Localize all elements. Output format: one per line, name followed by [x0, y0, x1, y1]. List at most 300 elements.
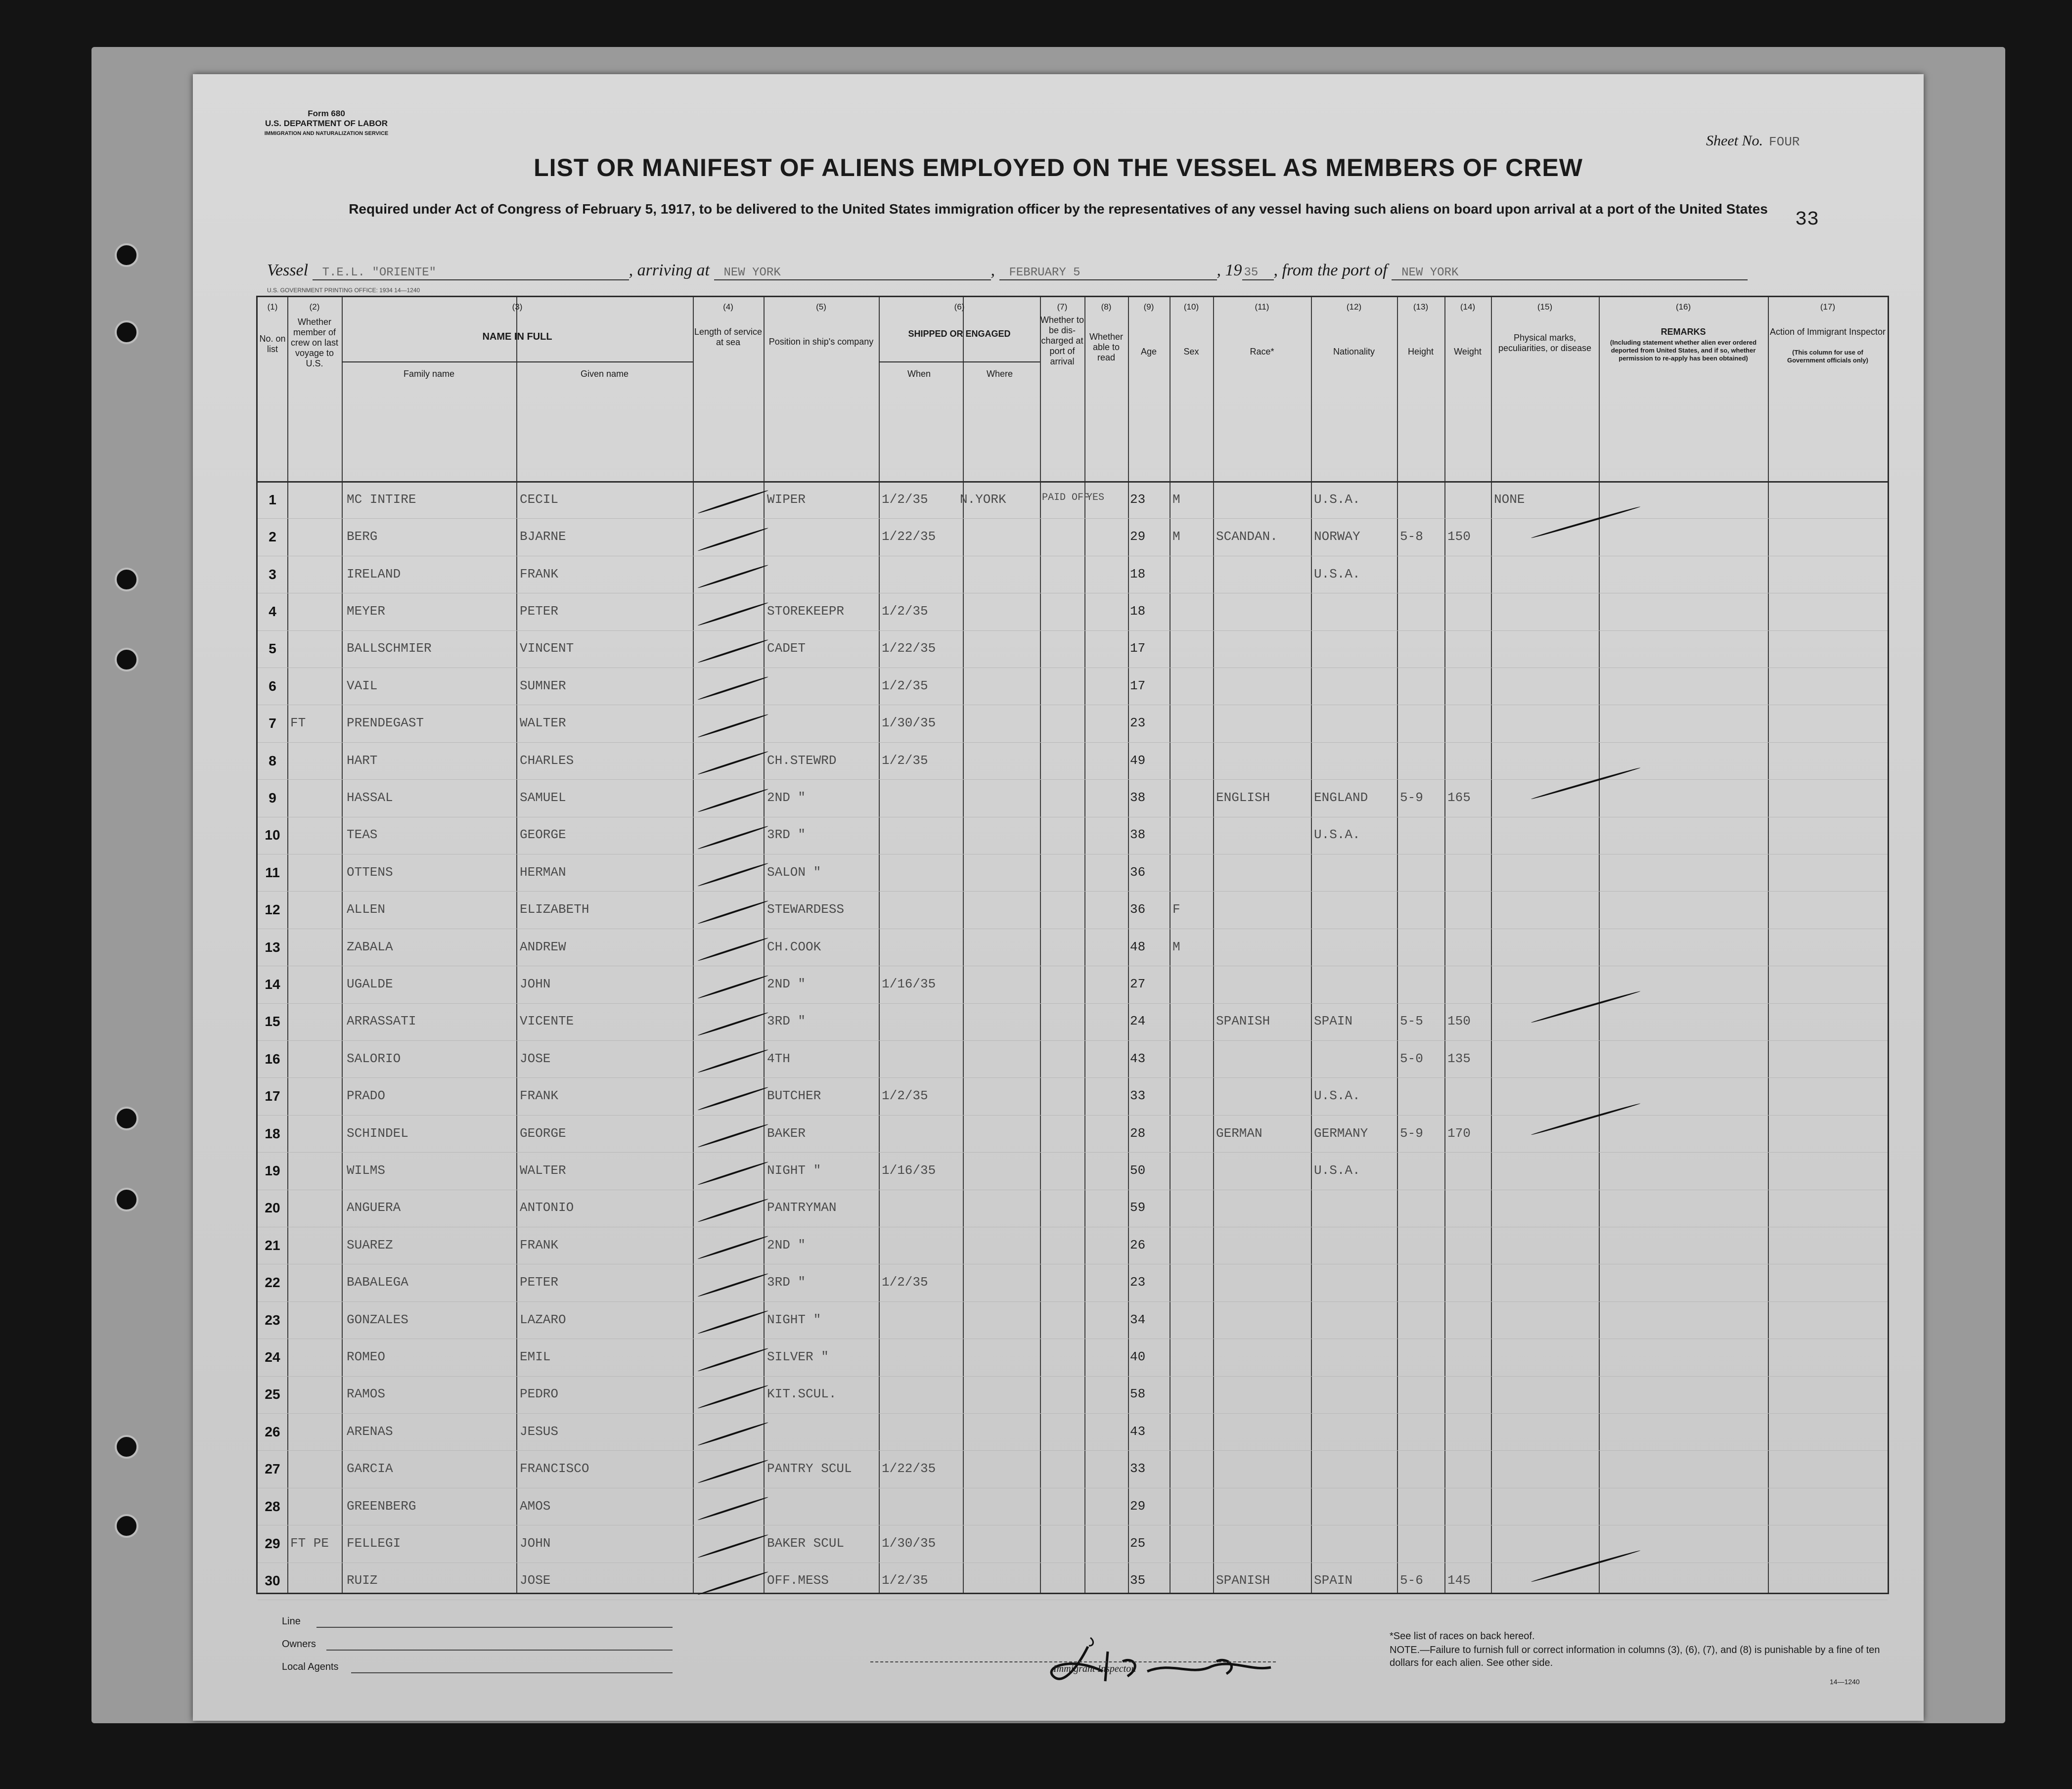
age-cell: 43 [1130, 1424, 1146, 1439]
col-number: (11) [1255, 302, 1269, 312]
service-tick-mark [697, 1385, 768, 1409]
service-tick-mark [697, 1571, 768, 1596]
position-cell: STOREKEEPR [767, 603, 845, 619]
col-number: (7) [1057, 302, 1068, 312]
row-number: 9 [269, 790, 276, 805]
service-tick-mark [697, 1459, 768, 1484]
col-number: (3) [512, 302, 523, 312]
row-divider [258, 891, 1888, 892]
given-name-cell: FRANK [520, 1237, 559, 1252]
age-cell: 58 [1130, 1386, 1146, 1402]
header-discharged: Whether to be dis-charged at port of arrival [1040, 315, 1084, 366]
header-action-detail: (This column for use of Government officials only) [1787, 349, 1868, 364]
service-tick-mark [697, 1347, 768, 1372]
age-cell: 29 [1130, 1498, 1146, 1514]
given-name-cell: CECIL [520, 492, 559, 507]
position-cell: WIPER [767, 492, 806, 507]
sheet-number: Sheet No. FOUR [1706, 133, 1800, 149]
family-name-cell: MEYER [347, 603, 386, 619]
position-cell: BUTCHER [767, 1088, 821, 1104]
given-name-cell: PETER [520, 1275, 559, 1290]
family-name-cell: MC INTIRE [347, 492, 416, 507]
given-name-cell: ELIZABETH [520, 902, 589, 917]
height-cell: 5-9 [1400, 1125, 1423, 1141]
owners-label: Owners [282, 1639, 316, 1650]
age-cell: 59 [1130, 1200, 1146, 1215]
age-cell: 25 [1130, 1535, 1146, 1551]
row-divider [258, 1040, 1888, 1041]
row-number: 5 [269, 641, 276, 657]
col-number: (5) [816, 302, 826, 312]
shipped-when-cell: 1/2/35 [882, 678, 928, 693]
shipped-where-cell: N.YORK [960, 492, 1006, 507]
age-cell: 18 [1130, 566, 1146, 581]
family-name-cell: WILMS [347, 1163, 386, 1178]
col-number: (8) [1101, 302, 1112, 312]
row-number: 10 [265, 827, 280, 843]
shipped-when-cell: 1/22/35 [882, 1461, 936, 1476]
given-name-cell: VINCENT [520, 641, 574, 656]
family-name-cell: PRADO [347, 1088, 386, 1104]
able-to-read-cell: YES [1086, 492, 1105, 503]
form-reference: 14—1240 [1830, 1678, 1860, 1686]
nationality-cell: U.S.A. [1314, 827, 1360, 843]
age-cell: 24 [1130, 1014, 1146, 1029]
given-name-cell: FRANK [520, 1088, 559, 1104]
header-position: Position in ship's company [768, 337, 874, 347]
row-number: 12 [265, 902, 280, 918]
given-name-cell: JESUS [520, 1424, 559, 1439]
row-number: 14 [265, 976, 280, 992]
service-tick-mark [697, 1310, 768, 1335]
age-cell: 34 [1130, 1312, 1146, 1327]
position-cell: KIT.SCUL. [767, 1386, 837, 1402]
given-name-cell: JOHN [520, 976, 551, 991]
col-number: (17) [1820, 302, 1836, 312]
row-number: 4 [269, 603, 276, 619]
family-name-cell: GONZALES [347, 1312, 408, 1327]
row-divider [258, 518, 1888, 519]
age-cell: 50 [1130, 1163, 1146, 1178]
sex-cell: F [1172, 902, 1180, 917]
col-number: (6) [954, 302, 965, 312]
nationality-cell: U.S.A. [1314, 492, 1360, 507]
binder-hole [115, 648, 138, 671]
age-cell: 49 [1130, 753, 1146, 768]
col-number: (10) [1183, 302, 1199, 312]
position-cell: NIGHT " [767, 1163, 821, 1178]
row-divider [258, 1152, 1888, 1153]
service-tick-mark [697, 751, 768, 775]
row-number: 16 [265, 1051, 280, 1067]
given-name-cell: HERMAN [520, 864, 566, 880]
header-given-name: Given name [580, 369, 629, 379]
row-number: 23 [265, 1312, 280, 1328]
binder-hole [115, 320, 138, 344]
age-cell: 29 [1130, 529, 1146, 544]
row-divider [258, 630, 1888, 631]
position-cell: OFF.MESS [767, 1573, 829, 1588]
nationality-cell: U.S.A. [1314, 566, 1360, 581]
service-tick-mark [697, 1198, 768, 1223]
row-divider [258, 742, 1888, 743]
family-name-cell: ZABALA [347, 939, 393, 954]
printer-line: U.S. GOVERNMENT PRINTING OFFICE: 1934 14—1240 [267, 287, 420, 294]
age-cell: 35 [1130, 1573, 1146, 1588]
col-number: (13) [1413, 302, 1429, 312]
row-number: 8 [269, 753, 276, 768]
col-number: (16) [1675, 302, 1691, 312]
family-name-cell: BALLSCHMIER [347, 641, 432, 656]
vessel-field: T.E.L. "ORIENTE" [313, 266, 629, 280]
position-cell: NIGHT " [767, 1312, 821, 1327]
family-name-cell: RAMOS [347, 1386, 386, 1402]
age-cell: 36 [1130, 902, 1146, 917]
fine-note: NOTE.—Failure to furnish full or correct information in columns (3), (6), (7), and (8) is punishable by a fine of ten dollars for each alien. See other side. [1390, 1645, 1880, 1668]
shipped-when-cell: 1/2/35 [882, 603, 928, 619]
position-cell: CADET [767, 641, 806, 656]
family-name-cell: SCHINDEL [347, 1125, 408, 1141]
given-name-cell: ANDREW [520, 939, 566, 954]
inspector-line [870, 1661, 1276, 1662]
row-number: 24 [265, 1349, 280, 1365]
row-number: 17 [265, 1088, 280, 1104]
family-name-cell: SALORIO [347, 1051, 401, 1066]
col-number: (15) [1537, 302, 1553, 312]
binder-hole [115, 1514, 138, 1538]
position-cell: PANTRY SCUL [767, 1461, 852, 1476]
position-cell: STEWARDESS [767, 902, 845, 917]
age-cell: 33 [1130, 1088, 1146, 1104]
shipped-when-cell: 1/16/35 [882, 1163, 936, 1178]
row-divider [258, 1115, 1888, 1116]
row-divider [258, 1450, 1888, 1451]
row-number: 22 [265, 1275, 280, 1291]
position-cell: CH.COOK [767, 939, 821, 954]
discharged-cell: PAID OFF [1042, 492, 1090, 503]
family-name-cell: BABALEGA [347, 1275, 408, 1290]
given-name-cell: FRANK [520, 566, 559, 581]
binder-hole [115, 1188, 138, 1211]
age-cell: 23 [1130, 492, 1146, 507]
age-cell: 27 [1130, 976, 1146, 991]
height-cell: 5-6 [1400, 1573, 1423, 1588]
given-name-cell: AMOS [520, 1498, 551, 1514]
remarks-stroke [1531, 767, 1640, 800]
service-tick-mark [697, 1049, 768, 1073]
header-shipped-or-engaged: SHIPPED OR ENGAGED [908, 329, 1011, 339]
inspector-label: Immigrant Inspector. [1053, 1663, 1136, 1674]
position-cell: 2ND " [767, 1237, 806, 1252]
header-crew-last-voyage: Whether member of crew on last voyage to U.S. [290, 317, 339, 368]
shipped-when-cell: 1/30/35 [882, 1535, 936, 1551]
header-length-of-service: Length of service at sea [694, 327, 763, 347]
age-cell: 18 [1130, 603, 1146, 619]
row-divider [258, 1376, 1888, 1377]
nationality-cell: GERMANY [1314, 1125, 1368, 1141]
weight-cell: 145 [1447, 1573, 1471, 1588]
family-name-cell: GARCIA [347, 1461, 393, 1476]
header-remarks-detail: (Including statement whether alien ever ordered deported from United States, and if so, whether permission to re-apply has been obtained) [1610, 339, 1757, 362]
col-number: (1) [267, 302, 278, 312]
family-name-cell: OTTENS [347, 864, 393, 880]
header-when: When [907, 369, 931, 379]
family-name-cell: HART [347, 753, 378, 768]
given-name-cell: BJARNE [520, 529, 566, 544]
service-tick-mark [697, 1161, 768, 1185]
shipped-when-cell: 1/2/35 [882, 492, 928, 507]
age-cell: 17 [1130, 641, 1146, 656]
page-subtitle: Required under Act of Congress of February 5, 1917, to be delivered to the United States immigration officer by the representatives of any vessel having such aliens on board upon arrival at a port of the United States [349, 201, 1768, 217]
family-name-cell: HASSAL [347, 790, 393, 805]
page-title: LIST OR MANIFEST OF ALIENS EMPLOYED ON THE VESSEL AS MEMBERS OF CREW [534, 154, 1583, 181]
line-label: Line [282, 1616, 301, 1627]
binder-hole [115, 1435, 138, 1459]
service-tick-mark [697, 1496, 768, 1521]
nationality-cell: NORWAY [1314, 529, 1360, 544]
age-cell: 38 [1130, 827, 1146, 843]
header-age: Age [1140, 347, 1157, 357]
agents-label: Local Agents [282, 1661, 339, 1672]
header-no-on-list: No. on list [259, 334, 286, 354]
nationality-cell: U.S.A. [1314, 1163, 1360, 1178]
family-name-cell: IRELAND [347, 566, 401, 581]
position-cell: 2ND " [767, 790, 806, 805]
shipped-when-cell: 1/2/35 [882, 1088, 928, 1104]
age-cell: 43 [1130, 1051, 1146, 1066]
age-cell: 38 [1130, 790, 1146, 805]
given-name-cell: VICENTE [520, 1014, 574, 1029]
family-name-cell: ARENAS [347, 1424, 393, 1439]
shipped-when-cell: 1/30/35 [882, 716, 936, 731]
row-divider [258, 1413, 1888, 1414]
service-tick-mark [697, 639, 768, 664]
age-cell: 23 [1130, 1275, 1146, 1290]
row-number: 19 [265, 1163, 280, 1178]
header-family-name: Family name [403, 369, 455, 379]
owners-field [326, 1650, 673, 1651]
weight-cell: 150 [1447, 1014, 1471, 1029]
row-number: 11 [265, 864, 280, 880]
given-name-cell: ANTONIO [520, 1200, 574, 1215]
shipped-when-cell: 1/2/35 [882, 1573, 928, 1588]
given-name-cell: GEORGE [520, 827, 566, 843]
weight-cell: 170 [1447, 1125, 1471, 1141]
service-tick-mark [697, 527, 768, 552]
family-name-cell: ANGUERA [347, 1200, 401, 1215]
row-number: 28 [265, 1498, 280, 1514]
given-name-cell: SAMUEL [520, 790, 566, 805]
service-tick-mark [697, 862, 768, 887]
header-weight: Weight [1454, 347, 1482, 357]
service-tick-mark [697, 825, 768, 850]
service-tick-mark [697, 676, 768, 701]
binder-hole [115, 568, 138, 591]
sex-cell: M [1172, 529, 1180, 544]
row-number: 20 [265, 1200, 280, 1216]
header-remarks: REMARKS [1661, 327, 1706, 337]
given-name-cell: GEORGE [520, 1125, 566, 1141]
race-cell: SCANDAN. [1216, 529, 1278, 544]
shipped-when-cell: 1/22/35 [882, 641, 936, 656]
weight-cell: 150 [1447, 529, 1471, 544]
service-tick-mark [697, 1273, 768, 1297]
col-number: (2) [309, 302, 320, 312]
given-name-cell: FRANCISCO [520, 1461, 589, 1476]
binder-hole [115, 1107, 138, 1130]
race-cell: SPANISH [1216, 1573, 1270, 1588]
date-field: FEBRUARY 5 [999, 266, 1217, 280]
position-cell: SALON " [767, 864, 821, 880]
nationality-cell: SPAIN [1314, 1014, 1353, 1029]
family-name-cell: RUIZ [347, 1573, 378, 1588]
agents-field [351, 1672, 673, 1673]
given-name-cell: LAZARO [520, 1312, 566, 1327]
header-where: Where [986, 369, 1013, 379]
family-name-cell: PRENDEGAST [347, 716, 424, 731]
given-name-cell: EMIL [520, 1349, 551, 1364]
row-number: 18 [265, 1125, 280, 1141]
position-cell: 3RD " [767, 1275, 806, 1290]
position-cell: BAKER [767, 1125, 806, 1141]
header-nationality: Nationality [1333, 347, 1375, 357]
position-cell: PANTRYMAN [767, 1200, 837, 1215]
header-able-to-read: Whether able to read [1089, 332, 1124, 362]
col-number: (4) [723, 302, 733, 312]
row-number: 2 [269, 529, 276, 545]
given-name-cell: WALTER [520, 1163, 566, 1178]
vessel-line: Vessel T.E.L. "ORIENTE" , arriving at NEW YORK , FEBRUARY 5 , 19 35 , from the port of NEW YORK [267, 261, 1748, 280]
line-field [316, 1627, 673, 1628]
shipped-when-cell: 1/22/35 [882, 529, 936, 544]
row-divider [258, 1301, 1888, 1302]
position-cell: 4TH [767, 1051, 790, 1066]
age-cell: 23 [1130, 716, 1146, 731]
position-cell: BAKER SCUL [767, 1535, 845, 1551]
races-note: *See list of races on back hereof. [1390, 1631, 1535, 1642]
sex-cell: M [1172, 492, 1180, 507]
age-cell: 48 [1130, 939, 1146, 954]
position-cell: 3RD " [767, 827, 806, 843]
remarks-stroke [1531, 990, 1640, 1024]
row-divider [258, 779, 1888, 780]
nationality-cell: U.S.A. [1314, 1088, 1360, 1104]
given-name-cell: SUMNER [520, 678, 566, 693]
service-tick-mark [697, 714, 768, 738]
header-height: Height [1407, 347, 1434, 357]
row-number: 26 [265, 1424, 280, 1439]
age-cell: 28 [1130, 1125, 1146, 1141]
given-name-cell: WALTER [520, 716, 566, 731]
from-port-field: NEW YORK [1392, 266, 1748, 280]
shipped-when-cell: 1/2/35 [882, 1275, 928, 1290]
weight-cell: 135 [1447, 1051, 1471, 1066]
service-tick-mark [697, 1422, 768, 1446]
row-divider [258, 1077, 1888, 1078]
given-name-cell: PEDRO [520, 1386, 559, 1402]
binder-hole [115, 243, 138, 267]
height-cell: 5-9 [1400, 790, 1423, 805]
row-number: 15 [265, 1014, 280, 1029]
row-number: 30 [265, 1573, 280, 1589]
shipped-when-cell: 1/16/35 [882, 976, 936, 991]
family-name-cell: BERG [347, 529, 378, 544]
service-tick-mark [697, 564, 768, 589]
header-name-in-full: NAME IN FULL [482, 331, 552, 342]
given-name-cell: PETER [520, 603, 559, 619]
row-number: 6 [269, 678, 276, 694]
row-number: 13 [265, 939, 280, 955]
family-name-cell: UGALDE [347, 976, 393, 991]
row-number: 25 [265, 1386, 280, 1402]
position-cell: 2ND " [767, 976, 806, 991]
family-name-cell: GREENBERG [347, 1498, 416, 1514]
service-tick-mark [697, 1533, 768, 1558]
header-action: Action of Immigrant Inspector [1769, 327, 1886, 337]
service-tick-mark [697, 1235, 768, 1260]
height-cell: 5-0 [1400, 1051, 1423, 1066]
page-number: 33 [1795, 209, 1819, 231]
given-name-cell: CHARLES [520, 753, 574, 768]
position-cell: 3RD " [767, 1014, 806, 1029]
row-divider [258, 1003, 1888, 1004]
row-number: 3 [269, 566, 276, 582]
race-cell: SPANISH [1216, 1014, 1270, 1029]
remarks-stroke [1531, 1550, 1640, 1583]
col-number: (9) [1143, 302, 1154, 312]
age-cell: 40 [1130, 1349, 1146, 1364]
family-name-cell: FELLEGI [347, 1535, 401, 1551]
col-number: (14) [1460, 302, 1476, 312]
given-name-cell: JOHN [520, 1535, 551, 1551]
service-tick-mark [697, 974, 768, 999]
row-number: 29 [265, 1535, 280, 1551]
given-name-cell: JOSE [520, 1051, 551, 1066]
service-tick-mark [697, 1123, 768, 1148]
position-cell: SILVER " [767, 1349, 829, 1364]
family-name-cell: SUAREZ [347, 1237, 393, 1252]
service-tick-mark [697, 490, 768, 514]
age-cell: 33 [1130, 1461, 1146, 1476]
manifest-table [256, 296, 1889, 1594]
header-race: Race* [1250, 347, 1274, 357]
age-cell: 26 [1130, 1237, 1146, 1252]
family-name-cell: ROMEO [347, 1349, 386, 1364]
height-cell: 5-5 [1400, 1014, 1423, 1029]
service-tick-mark [697, 601, 768, 626]
service-tick-mark [697, 788, 768, 812]
family-name-cell: ALLEN [347, 902, 386, 917]
race-cell: ENGLISH [1216, 790, 1270, 805]
age-cell: 36 [1130, 864, 1146, 880]
shipped-when-cell: 1/2/35 [882, 753, 928, 768]
arriving-field: NEW YORK [714, 266, 991, 280]
service-tick-mark [697, 937, 768, 962]
header-sex: Sex [1183, 347, 1199, 357]
service-tick-mark [697, 1012, 768, 1036]
row-number: 21 [265, 1237, 280, 1253]
manifest-sheet [193, 74, 1924, 1721]
remarks-stroke [1531, 506, 1640, 539]
race-cell: GERMAN [1216, 1125, 1262, 1141]
age-cell: 17 [1130, 678, 1146, 693]
given-name-cell: JOSE [520, 1573, 551, 1588]
remarks-stroke [1531, 1102, 1640, 1135]
row-number: 7 [269, 716, 276, 731]
crew-last-voyage-cell: FT [290, 716, 306, 731]
form-code: Form 680 U.S. DEPARTMENT OF LABOR IMMIGRATION AND NATURALIZATION SERVICE [264, 109, 389, 136]
row-number: 1 [269, 492, 276, 507]
